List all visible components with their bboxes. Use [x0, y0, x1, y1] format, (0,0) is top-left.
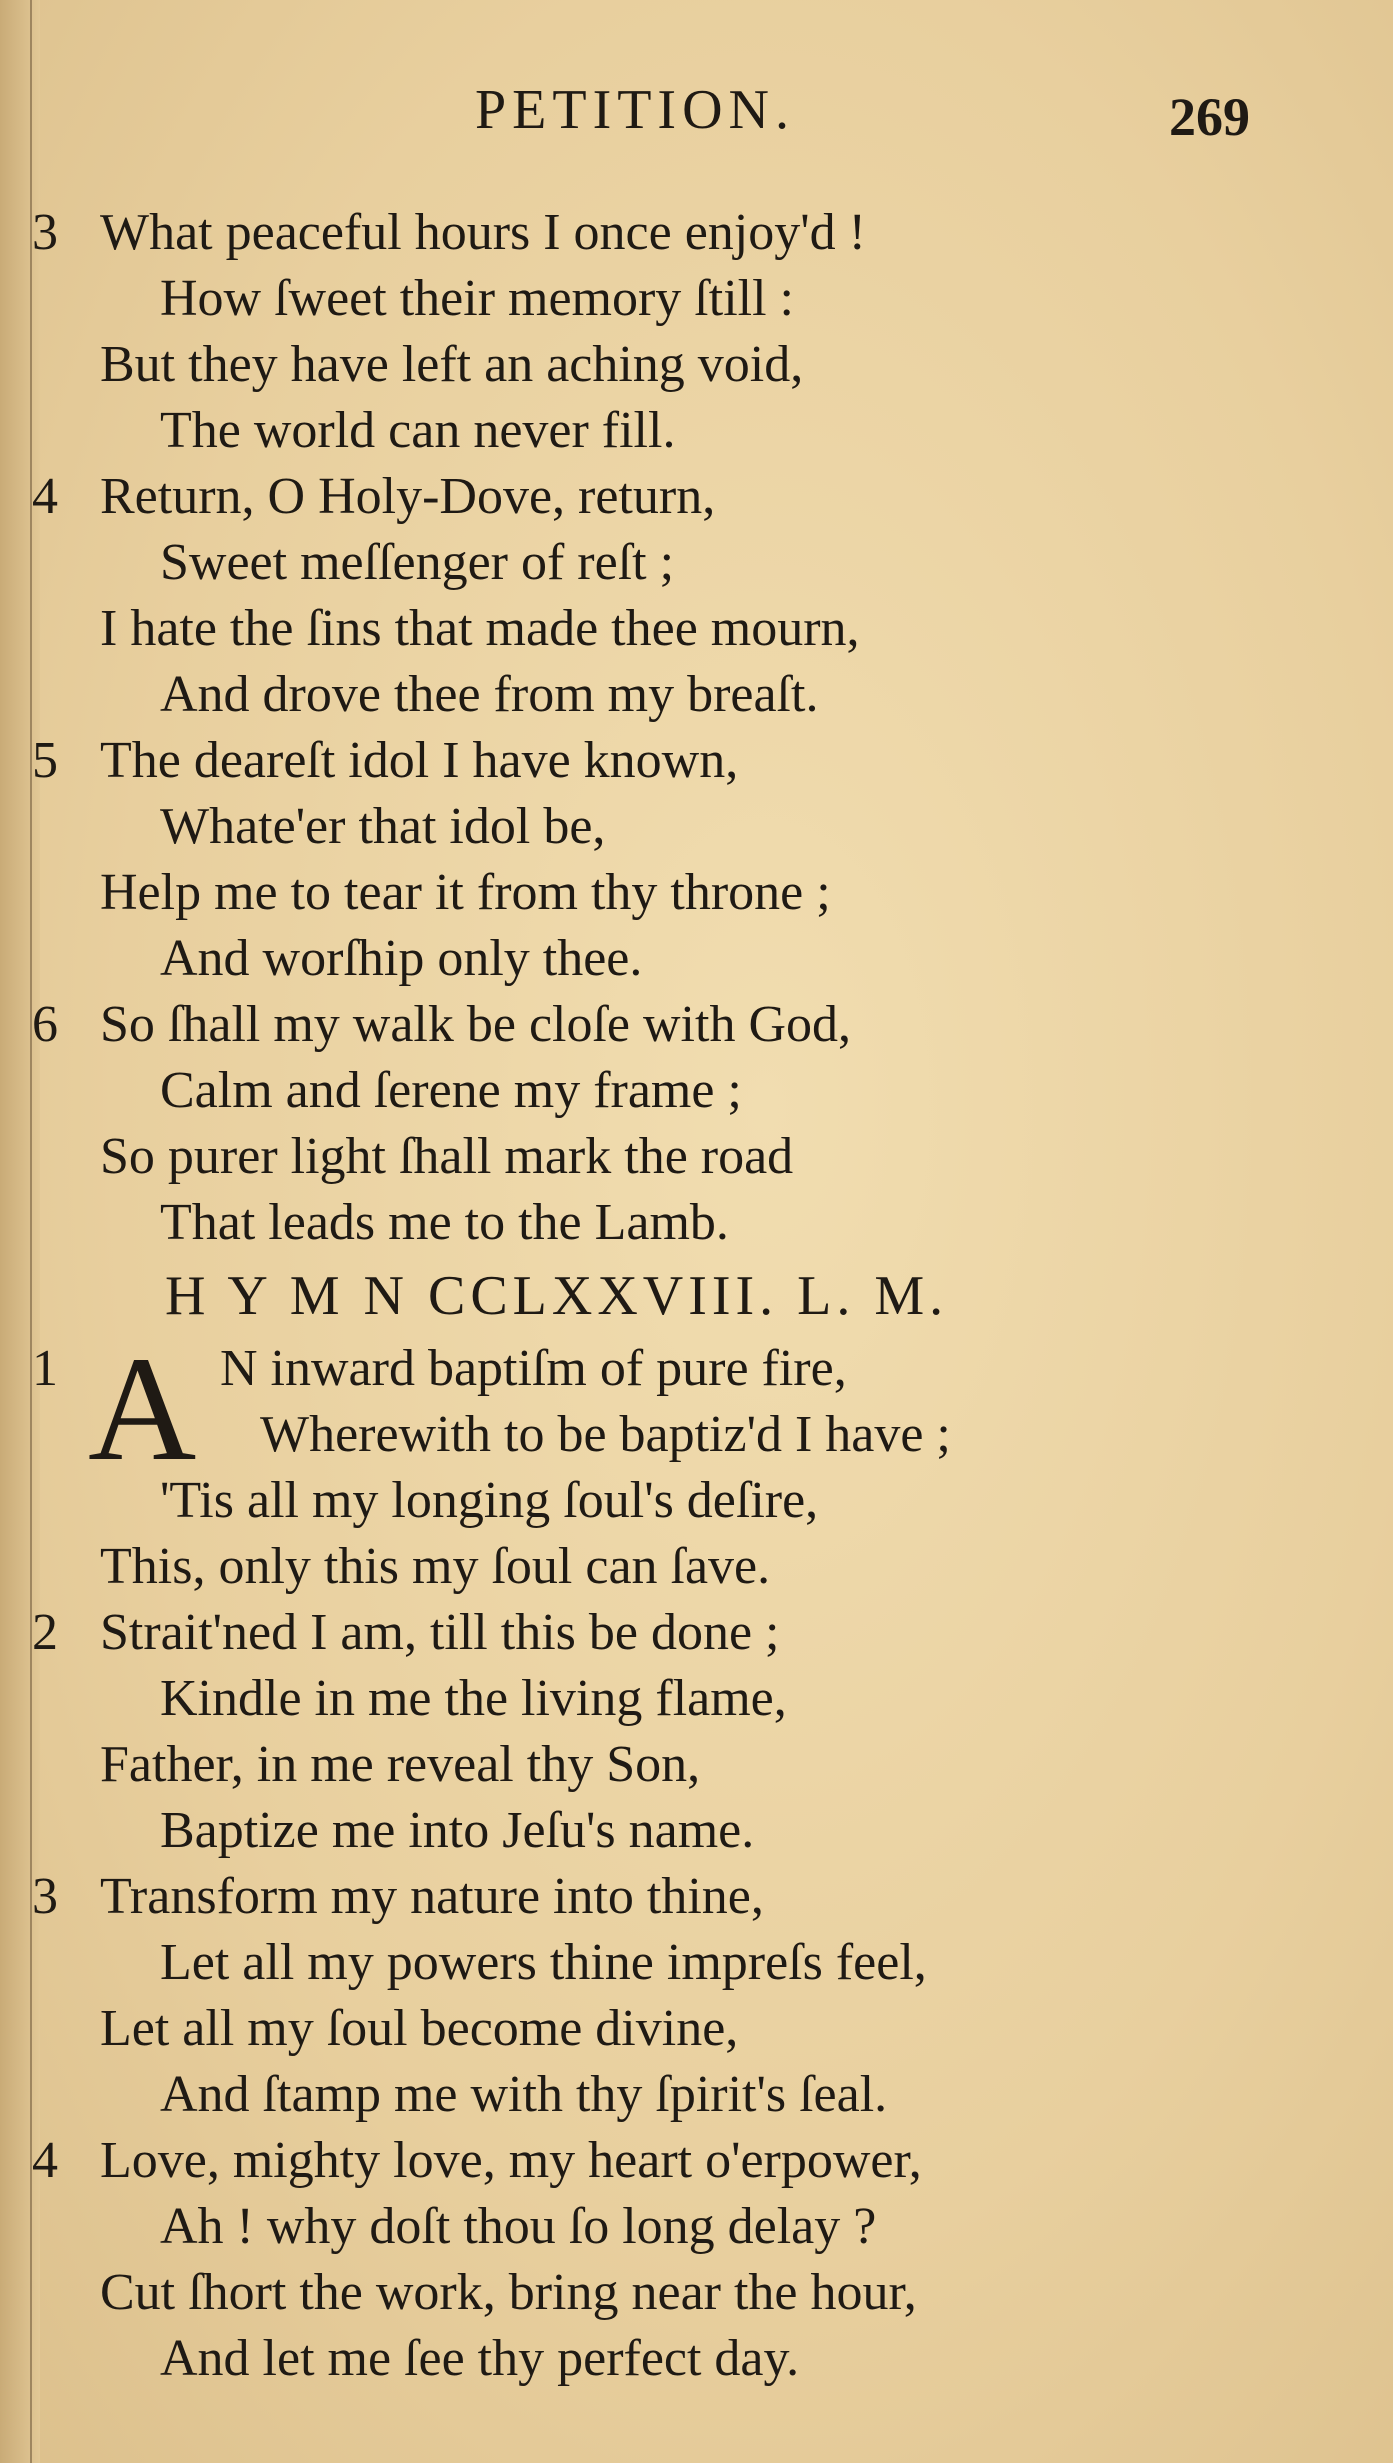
verse-text: That leads me to the Lamb.	[160, 1194, 729, 1251]
verse-text: Let all my powers thine impreſs feel,	[160, 1934, 927, 1991]
verse-text: The world can never fill.	[160, 402, 676, 459]
verse-line	[0, 1930, 1393, 1996]
verse-line	[0, 2194, 1393, 2260]
hymn-title: H Y M N CCLXXVIII. L. M.	[165, 1265, 949, 1327]
verse-text: So ſhall my walk be cloſe with God,	[100, 996, 852, 1053]
stanza-number: 4	[32, 2132, 58, 2189]
verse-text: How ſweet their memory ſtill :	[160, 270, 794, 327]
hymn-stanza-1	[0, 1326, 1393, 1600]
verse-line	[0, 2128, 1393, 2194]
running-head: PETITION.	[475, 79, 795, 141]
verse-text: Whate'er that idol be,	[160, 798, 606, 855]
stanza-number: 3	[32, 1868, 58, 1925]
verse-line	[0, 1996, 1393, 2062]
verse-text: So purer light ſhall mark the road	[100, 1128, 794, 1185]
verse-text: Return, O Holy-Dove, return,	[100, 468, 716, 525]
verse-text: Father, in me reveal thy Son,	[100, 1736, 701, 1793]
verse-text: Help me to tear it from thy throne ;	[100, 864, 831, 921]
verse-text: Sweet meſſenger of reſt ;	[160, 534, 675, 591]
stanza-number: 6	[32, 996, 58, 1053]
verse-text: I hate the ſins that made thee mourn,	[100, 600, 860, 657]
verse-line	[0, 794, 1393, 860]
verse-text: But they have left an aching void,	[100, 336, 804, 393]
verse-line	[0, 1732, 1393, 1798]
hymn-text	[0, 200, 1393, 2392]
verse-text: Love, mighty love, my heart o'erpower,	[100, 2132, 922, 2189]
stanza-number: 5	[32, 732, 58, 789]
verse-line	[0, 1534, 1393, 1600]
verse-line	[0, 1864, 1393, 1930]
page-header	[0, 78, 1393, 158]
verse-line	[0, 1190, 1393, 1256]
verse-line	[0, 926, 1393, 992]
stanza-number: 3	[32, 204, 58, 261]
verse-line	[0, 1336, 1393, 1402]
verse-line	[0, 662, 1393, 728]
verse-line	[0, 992, 1393, 1058]
verse-text: Cut ſhort the work, bring near the hour,	[100, 2264, 917, 2321]
verse-line	[0, 1666, 1393, 1732]
verse-line	[0, 2062, 1393, 2128]
verse-text: Kindle in me the living flame,	[160, 1670, 787, 1727]
stanza-number: 1	[32, 1340, 58, 1397]
verse-line	[0, 266, 1393, 332]
verse-line	[0, 464, 1393, 530]
verse-line	[0, 1124, 1393, 1190]
verse-line	[0, 860, 1393, 926]
verse-text: Ah ! why doſt thou ſo long delay ?	[160, 2198, 877, 2255]
verse-text: Calm and ſerene my frame ;	[160, 1062, 742, 1119]
drop-cap: A	[88, 1326, 197, 1492]
verse-text: Wherewith to be baptiz'd I have ;	[260, 1406, 951, 1463]
verse-line	[0, 398, 1393, 464]
verse-line	[0, 2326, 1393, 2392]
verse-line	[0, 728, 1393, 794]
verse-text: N inward baptiſm of pure fire,	[220, 1340, 847, 1397]
verse-text: Transform my nature into thine,	[100, 1868, 764, 1925]
verse-text: And let me ſee thy perfect day.	[160, 2330, 800, 2387]
verse-line	[0, 1402, 1393, 1468]
verse-line	[0, 332, 1393, 398]
verse-text: And drove thee from my breaſt.	[160, 666, 819, 723]
page-number: 269	[1169, 87, 1250, 147]
verse-text: This, only this my ſoul can ſave.	[100, 1538, 771, 1595]
verse-text: 'Tis all my longing ſoul's deſire,	[160, 1472, 819, 1529]
verse-line	[0, 1600, 1393, 1666]
verse-text: Let all my ſoul become divine,	[100, 2000, 739, 2057]
verse-line	[0, 2260, 1393, 2326]
verse-line	[0, 596, 1393, 662]
stanza-number: 4	[32, 468, 58, 525]
verse-text: Strait'ned I am, till this be done ;	[100, 1604, 780, 1661]
verse-text: And ſtamp me with thy ſpirit's ſeal.	[160, 2066, 888, 2123]
verse-text: What peaceful hours I once enjoy'd !	[100, 204, 866, 261]
verse-text: The deareſt idol I have known,	[100, 732, 739, 789]
verse-line	[0, 1798, 1393, 1864]
stanza-number: 2	[32, 1604, 58, 1661]
verse-line	[0, 1468, 1393, 1534]
verse-line	[0, 200, 1393, 266]
verse-text: And worſhip only thee.	[160, 930, 643, 987]
verse-line	[0, 1058, 1393, 1124]
verse-line	[0, 530, 1393, 596]
verse-text: Baptize me into Jeſu's name.	[160, 1802, 755, 1859]
